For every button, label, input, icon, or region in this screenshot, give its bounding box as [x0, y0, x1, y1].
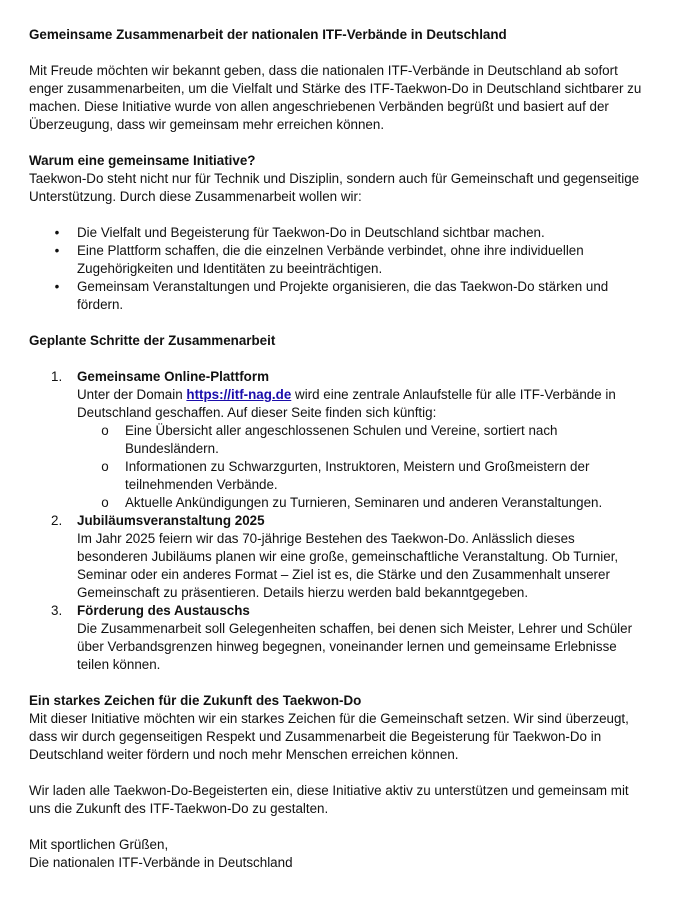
circle-bullet-icon: o — [101, 459, 109, 474]
list-item — [29, 224, 648, 242]
why-text: Taekwon-Do steht nicht nur für Technik und Disziplin, sondern auch für Gemeinschaft und gegenseitige Unterstützung. Durch diese Zusammenarbeit wollen wir: — [29, 171, 640, 204]
future-heading: Ein starkes Zeichen für die Zukunft des Taekwon-Do — [29, 693, 362, 708]
bullet-icon: • — [54, 279, 60, 294]
closing-greeting: Mit sportlichen Grüßen, — [29, 837, 169, 852]
step-number: 3. — [51, 603, 63, 618]
step-item-anniversary-event — [29, 512, 648, 602]
future-text: Mit dieser Initiative möchten wir ein starkes Zeichen für die Gemeinschaft setzen. Wir sind überzeugt, dass wir durch gegenseitigen Respekt und Zusammenarbeit die Begeisterung für Taekwon-Do in Deutschland weiter fördern und noch mehr Menschen erreichen können. — [29, 711, 629, 762]
step-text-after-link: wird eine zentrale Anlaufstelle für alle ITF-Verbände in Deutschland geschaffen. Auf dieser Seite finden sich künftig: — [77, 387, 616, 420]
step-title: Gemeinsame Online-Plattform — [77, 369, 269, 384]
step-number: 2. — [51, 513, 63, 528]
future-section — [29, 692, 648, 764]
step-text — [77, 386, 648, 422]
bullet-icon: • — [54, 225, 60, 240]
platform-sub-list — [77, 422, 648, 512]
closing-signature: Die nationalen ITF-Verbände in Deutschland — [29, 855, 293, 870]
step-item-online-platform — [29, 368, 648, 512]
sub-list-item — [77, 458, 648, 494]
list-item — [29, 278, 648, 314]
domain-link[interactable]: https://itf-nag.de — [186, 387, 292, 402]
sub-list-item — [77, 494, 648, 512]
step-title: Förderung des Austauschs — [77, 603, 250, 618]
why-heading: Warum eine gemeinsame Initiative? — [29, 153, 256, 168]
step-title: Jubiläumsveranstaltung 2025 — [77, 513, 265, 528]
bullet-icon: • — [54, 243, 60, 258]
step-item-exchange — [29, 602, 648, 674]
sub-list-item-text: Aktuelle Ankündigungen zu Turnieren, Seminaren und anderen Veranstaltungen. — [125, 495, 603, 510]
sub-list-item-text: Informationen zu Schwarzgurten, Instruktoren, Meistern und Großmeistern der teilnehmenden Verbände. — [125, 459, 590, 492]
list-item — [29, 242, 648, 278]
document-title: Gemeinsame Zusammenarbeit der nationalen ITF-Verbände in Deutschland — [29, 27, 507, 42]
list-item-text: Eine Plattform schaffen, die die einzelnen Verbände verbindet, ohne ihre individuellen Zugehörigkeiten und Identitäten zu beeinträchtigen. — [77, 243, 584, 276]
steps-list — [29, 368, 648, 674]
steps-section — [29, 332, 648, 674]
why-section — [29, 152, 648, 314]
closing-section — [29, 836, 648, 872]
list-item-text: Gemeinsam Veranstaltungen und Projekte organisieren, die das Taekwon-Do stärken und fördern. — [77, 279, 609, 312]
step-text-before-link: Unter der Domain — [77, 387, 187, 402]
invitation-paragraph: Wir laden alle Taekwon-Do-Begeisterten ein, diese Initiative aktiv zu unterstützen und gemeinsam mit uns die Zukunft des ITF-Taekwon-Do zu gestalten. — [29, 783, 629, 816]
circle-bullet-icon: o — [101, 495, 109, 510]
sub-list-item — [77, 422, 648, 458]
intro-paragraph: Mit Freude möchten wir bekannt geben, dass die nationalen ITF-Verbände in Deutschland ab sofort enger zusammenarbeiten, um die Vielfalt und Stärke des ITF-Taekwon-Do in Deutschland sichtbarer zu machen. Diese Initiative wurde von allen angeschriebenen Verbänden begrüßt und basiert auf der Überzeugung, dass wir gemeinsam mehr erreichen können. — [29, 63, 642, 132]
why-bullet-list — [29, 224, 648, 314]
list-item-text: Die Vielfalt und Begeisterung für Taekwon-Do in Deutschland sichtbar machen. — [77, 225, 545, 240]
circle-bullet-icon: o — [101, 423, 109, 438]
step-text: Die Zusammenarbeit soll Gelegenheiten schaffen, bei denen sich Meister, Lehrer und Schüler über Verbandsgrenzen hinweg begegnen, voneinander lernen und gemeinsame Erlebnisse teilen können. — [77, 621, 633, 672]
steps-heading: Geplante Schritte der Zusammenarbeit — [29, 333, 276, 348]
sub-list-item-text: Eine Übersicht aller angeschlossenen Schulen und Vereine, sortiert nach Bundesländern. — [125, 423, 558, 456]
step-number: 1. — [51, 369, 63, 384]
step-text: Im Jahr 2025 feiern wir das 70-jährige Bestehen des Taekwon-Do. Anlässlich dieses besonderen Jubiläums planen wir eine große, gemeinschaftliche Veranstaltung. Ob Turnier, Seminar oder ein anderes Format – Ziel ist es, die Stärke und den Zusammenhalt unserer Gemeinschaft zu präsentieren. Details hierzu werden bald bekanntgegeben. — [77, 531, 619, 600]
